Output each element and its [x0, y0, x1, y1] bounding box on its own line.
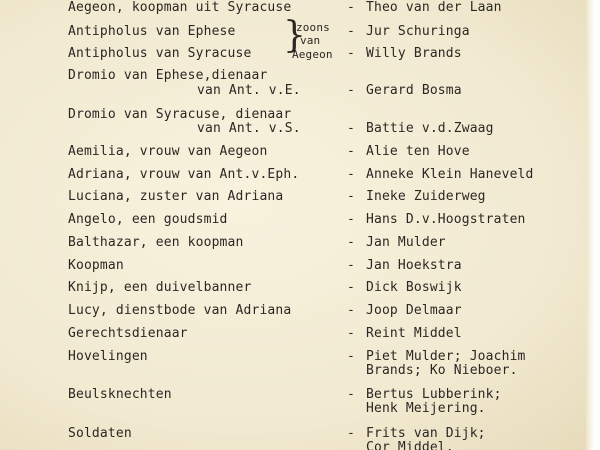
cast-role: Dromio van Ephese,dienaar [68, 68, 268, 83]
cast-dash: - [347, 24, 355, 39]
cast-role-cont: van Ant. v.S. [197, 121, 301, 136]
cast-actor: Ineke Zuiderweg [366, 189, 486, 204]
bracket-note-line: zoons [296, 21, 330, 34]
page-edge [586, 0, 600, 450]
cast-dash: - [347, 258, 355, 273]
cast-role: Beulsknechten [68, 387, 172, 402]
cast-dash: - [347, 144, 355, 159]
cast-role: Koopman [68, 258, 124, 273]
cast-dash: - [347, 121, 355, 136]
cast-role: Balthazar, een koopman [68, 235, 244, 250]
cast-actor-cont: Cor Middel. [366, 440, 454, 450]
cast-dash: - [347, 349, 355, 364]
cast-dash: - [347, 46, 355, 61]
bracket-note-line: van [300, 34, 321, 47]
cast-actor: Jan Mulder [366, 235, 446, 250]
brace-mark: } [283, 15, 306, 56]
cast-dash: - [347, 83, 355, 98]
cast-actor: Dick Boswijk [366, 280, 462, 295]
cast-actor: Hans D.v.Hoogstraten [366, 212, 526, 227]
cast-role: Antipholus van Ephese [68, 24, 236, 39]
cast-actor: Battie v.d.Zwaag [366, 121, 494, 136]
cast-dash: - [347, 426, 355, 441]
cast-role: Luciana, zuster van Adriana [68, 189, 284, 204]
cast-actor: Piet Mulder; Joachim [366, 349, 526, 364]
cast-dash: - [347, 189, 355, 204]
cast-actor: Anneke Klein Haneveld [366, 167, 534, 182]
cast-role: Adriana, vrouw van Ant.v.Eph. [68, 167, 300, 182]
cast-role: Gerechtsdienaar [68, 326, 188, 341]
cast-actor: Jan Hoekstra [366, 258, 462, 273]
cast-actor: Bertus Lubberink; [366, 387, 502, 402]
cast-role: Dromio van Syracuse, dienaar [68, 107, 292, 122]
cast-actor: Reint Middel [366, 326, 462, 341]
cast-actor-cont: Brands; Ko Nieboer. [366, 363, 518, 378]
cast-role: Aegeon, koopman uit Syracuse [68, 0, 292, 15]
cast-dash: - [347, 280, 355, 295]
cast-actor: Gerard Bosma [366, 83, 462, 98]
cast-actor: Frits van Dijk; [366, 426, 486, 441]
cast-role: Hovelingen [68, 349, 148, 364]
bracket-note-line: Aegeon [292, 48, 333, 61]
cast-actor-cont: Henk Meijering. [366, 401, 486, 416]
cast-actor: Alie ten Hove [366, 144, 470, 159]
cast-role: Aemilia, vrouw van Aegeon [68, 144, 268, 159]
cast-role: Angelo, een goudsmid [68, 212, 228, 227]
cast-role: Antipholus van Syracuse [68, 46, 252, 61]
cast-actor: Jur Schuringa [366, 24, 470, 39]
cast-dash: - [347, 326, 355, 341]
cast-dash: - [347, 303, 355, 318]
cast-dash: - [347, 212, 355, 227]
cast-actor: Theo van der Laan [366, 0, 502, 15]
cast-role: Knijp, een duivelbanner [68, 280, 252, 295]
cast-dash: - [347, 235, 355, 250]
cast-dash: - [347, 0, 355, 15]
cast-dash: - [347, 387, 355, 402]
cast-role-cont: van Ant. v.E. [197, 83, 301, 98]
cast-dash: - [347, 167, 355, 182]
cast-actor: Joop Delmaar [366, 303, 462, 318]
cast-actor: Willy Brands [366, 46, 462, 61]
cast-role: Lucy, dienstbode van Adriana [68, 303, 292, 318]
cast-role: Soldaten [68, 426, 132, 441]
